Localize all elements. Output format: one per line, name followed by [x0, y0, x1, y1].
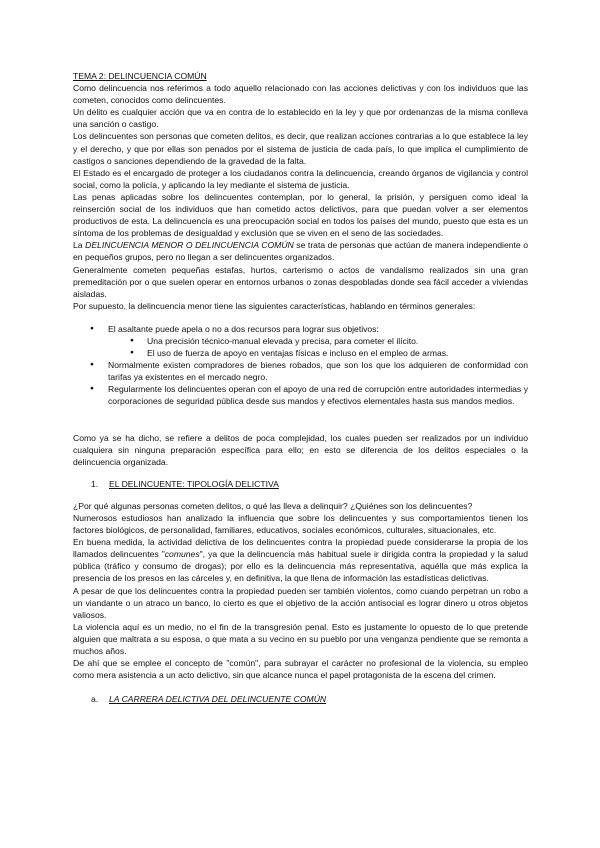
intro-paragraph: Un delito es cualquier acción que va en contra de lo establecido en la ley y que por ordenanzas de la misma conlleva una sanción o castigo. — [73, 107, 528, 130]
document-page — [73, 70, 528, 705]
body-paragraph: A pesar de que los delincuentes contra la propiedad pueden ser también violentos, como cuando perpetran un robo a un viandante o un atraco un banco, lo cierto es que el objetivo de la acción antisocial es lograr dinero u otros objetos valiosos. — [73, 585, 528, 620]
list-item: ● Normalmente existen compradores de bienes robados, que son los que los adquieren de conformidad con tarifas ya existentes en el mercado negro. — [73, 359, 528, 383]
menor-paragraph: La DELINCUENCIA MENOR O DELINCUENCIA COMÚN se trata de personas que actúan de manera independiente o en pequeños grupos, pero no llegan a ser delincuentes organizados. — [73, 240, 528, 263]
subsection-heading: a. LA CARRERA DELICTIVA DEL DELINCUENTE COMÚN — [91, 694, 327, 705]
body-paragraph: Por supuesto, la delincuencia menor tiene las siguientes características, hablando en términos generales: — [73, 300, 476, 311]
body-paragraph: De ahí que se emplee el concepto de "común", para subrayar el carácter no profesional de la violencia, su empleo como mera asistencia a un acto delictivo, sin que alcance nunca el papel protagonista de la escena del crimen. — [73, 658, 528, 681]
features-list — [73, 323, 528, 408]
document-title: TEMA 2: DELINCUENCIA COMÚN — [73, 71, 207, 81]
list-item: ● El asaltante puede apela o no a dos recursos para lograr sus objetivos: — [73, 323, 528, 335]
body-paragraph: ¿Por qué algunas personas cometen delitos, o qué las lleva a delinquir? ¿Quiénes son los delincuentes? — [73, 500, 473, 511]
body-paragraph: La violencia aquí es un medio, no el fin de la transgresión penal. Esto es justamente lo opuesto de lo que pretende alguien que maltrata a su esposa, o que mata a su vecino en su pueblo por una venganza pendiente que se remonta a muchos años. — [73, 621, 528, 657]
sub-list-item: ● El uso de fuerza de apoyo en ventajas físicas e incluso en el empleo de armas. — [73, 347, 528, 359]
body-paragraph: Generalmente cometen pequeñas estafas, hurtos, carterismo o actos de vandalismo realizados sin una gran premeditación por o que suelen operar en entornos urbanos o zonas despobladas donde sea fácil acceder a viviendas aisladas. — [73, 264, 528, 299]
section-heading: 1. EL DELINCUENTE: TIPOLOGÍA DELICTIVA — [91, 478, 279, 489]
menor-term: DELINCUENCIA MENOR O DELINCUENCIA COMÚN — [85, 240, 294, 251]
list-item: ● Regularmente los delincuentes operan con el apoyo de una red de corrupción entre autoridades intermedias y corporaciones de seguridad pública desde sus mandos y efectivos elementales hasta sus mandos medios. — [73, 383, 528, 407]
summary-paragraph: Como ya se ha dicho, se refiere a delitos de poca complejidad, los cuales pueden ser realizados por un individuo cualquiera sin ninguna preparación específica para ello; en esto se diferencia de los delitos especiales o la delincuencia organizada. — [73, 432, 528, 467]
intro-paragraph: Las penas aplicadas sobre los delincuentes contemplan, por lo general, la prisión, y persiguen como ideal la reinserción social de los individuos que han cometido actos delictivos, para que puedan volver a ser elementos productivos de esta. La delincuencia es una preocupación social en todos los países del mundo, puesto que esta es un síntoma de los problemas de desigualdad y exclusión que se viven en el seno de las sociedades. — [73, 191, 528, 239]
intro-paragraph: Los delincuentes son personas que cometen delitos, es decir, que realizan acciones contrarias a lo que establece la ley y el derecho, y que por ellas son penados por el sistema de justicia de cada país, lo que implica el cumplimiento de castigos o sanciones dependiendo de la gravedad de la falta. — [73, 131, 528, 166]
intro-paragraph: El Estado es el encargado de proteger a los ciudadanos contra la delincuencia, creando órganos de vigilancia y control social, como la policía, y aplicando la ley mediante el sistema de justicia. — [73, 167, 528, 190]
sub-list-item: ● Una precisión técnico-manual elevada y precisa, para cometer el ilícito. — [73, 335, 528, 347]
intro-paragraph: Como delincuencia nos referimos a todo aquello relacionado con las acciones delictivas y con los individuos que las cometen, conocidos como delincuentes. — [73, 83, 528, 106]
body-paragraph: En buena medida, la actividad delictiva de los delincuentes contra la propiedad puede considerarse la propia de los llamados delincuentes "comunes", ya que la delincuencia más habitual suele ir dirigida contra la propiedad y la salud pública (tráfico y consumo de drogas); por ello es la delincuencia más representativa, aquélla que más explica la presencia de los presos en las cárceles y, en definitiva, la que llena de información las estadísticas delictivas. — [73, 537, 528, 584]
body-paragraph: Numerosos estudiosos han analizado la influencia que sobre los delincuentes y sus comportamientos tienen los factores biológicos, de personalidad, familiares, educativos, sociales económicos, culturales, situacionales, etc. — [73, 513, 528, 536]
